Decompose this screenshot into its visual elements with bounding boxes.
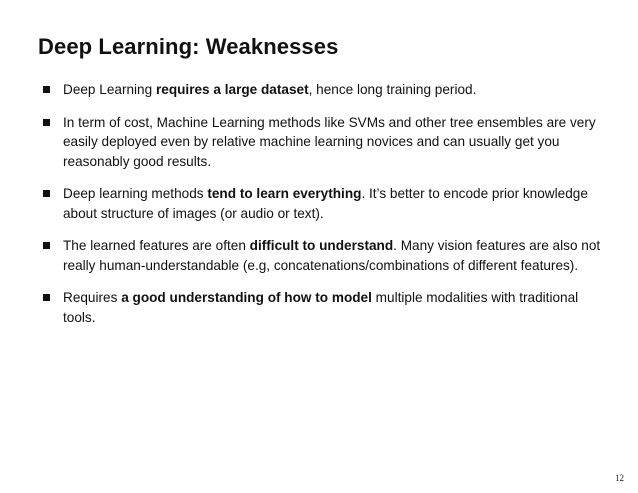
bullet-text: , hence long training period. bbox=[308, 82, 477, 97]
bullet-emphasis: difficult to understand bbox=[249, 238, 394, 253]
bullet-list bbox=[43, 80, 603, 340]
bullet-item bbox=[43, 80, 603, 100]
bullet-text: Deep learning methods bbox=[63, 186, 208, 201]
bullet-item bbox=[43, 113, 603, 172]
bullet-emphasis: tend to learn everything bbox=[207, 186, 362, 201]
page-number: 12 bbox=[615, 473, 624, 483]
square-bullet-icon bbox=[43, 119, 50, 126]
bullet-item bbox=[43, 236, 603, 275]
bullet-text: . It’s better to encode prior knowledge about structure of images (or audio or text). bbox=[63, 186, 588, 221]
slide-title: Deep Learning: Weaknesses bbox=[38, 34, 339, 59]
bullet-item bbox=[43, 184, 603, 223]
square-bullet-icon bbox=[43, 86, 50, 93]
square-bullet-icon bbox=[43, 294, 50, 301]
bullet-text: Deep Learning bbox=[63, 82, 156, 97]
bullet-emphasis: a good understanding of how to model bbox=[121, 290, 372, 305]
bullet-text: multiple modalities with traditional tools. bbox=[63, 290, 579, 325]
bullet-text: In term of cost, Machine Learning methods like SVMs and other tree ensembles are very easily deployed even by relative machine learning novices and can usually get you reasonably good results. bbox=[63, 114, 596, 169]
bullet-text: The learned features are often bbox=[63, 238, 250, 253]
bullet-text: . Many vision features are also not really human-understandable (e.g, concatenations/combinations of different features). bbox=[63, 238, 601, 273]
bullet-emphasis: requires a large dataset bbox=[155, 82, 309, 97]
square-bullet-icon bbox=[43, 242, 50, 249]
square-bullet-icon bbox=[43, 190, 50, 197]
bullet-text: Requires bbox=[63, 290, 122, 305]
bullet-item bbox=[43, 288, 603, 327]
